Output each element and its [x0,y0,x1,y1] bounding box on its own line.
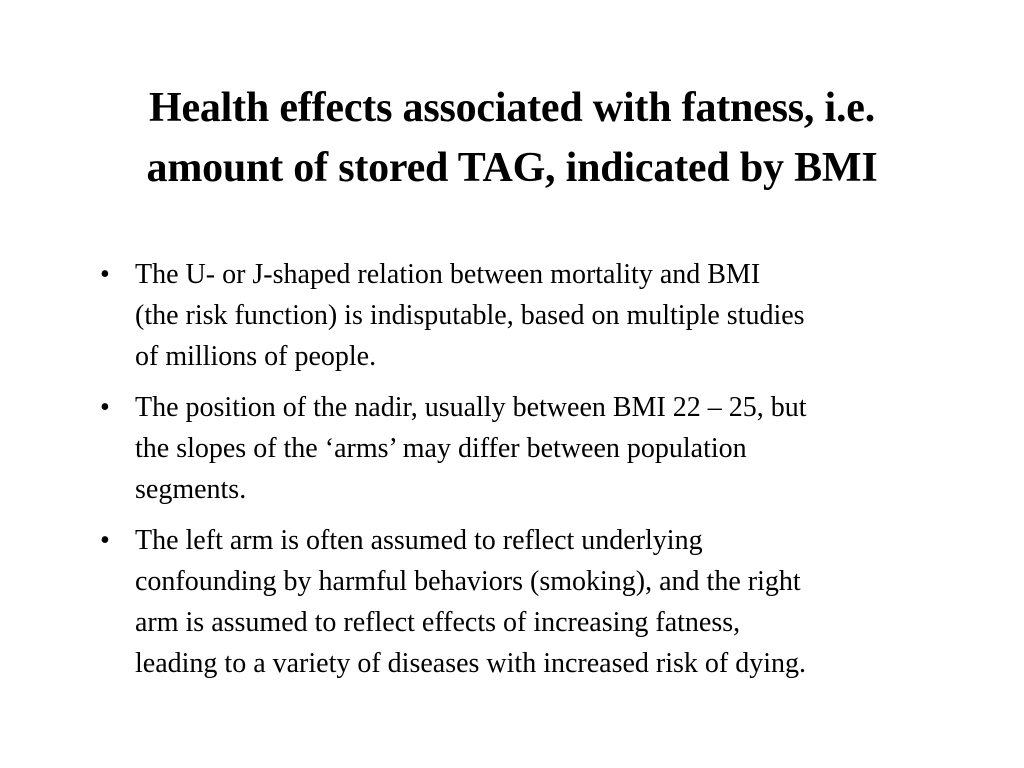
bullet-line: confounding by harmful behaviors (smoking), and the right [135,566,801,597]
bullet-line: arm is assumed to reflect effects of increasing fatness, [135,607,741,638]
title-line: Health effects associated with fatness, i.e. [148,85,876,131]
title-line: amount of stored TAG, indicated by BMI [146,145,878,191]
bullet-text [135,520,980,684]
bullet-item [100,387,980,510]
bullet-icon: • [100,259,110,290]
bullet-line: of millions of people. [135,341,377,372]
bullet-list [100,254,980,694]
bullet-item [100,520,980,684]
bullet-line: The position of the nadir, usually between BMI 22 – 25, but [135,392,807,423]
slide-title [40,78,984,198]
bullet-icon: • [100,525,110,556]
bullet-line: leading to a variety of diseases with increased risk of dying. [135,648,807,679]
bullet-icon: • [100,392,110,423]
bullet-text [135,254,980,377]
bullet-item [100,254,980,377]
bullet-line: The U- or J-shaped relation between mortality and BMI [135,259,761,290]
bullet-line: segments. [135,474,247,505]
bullet-line: (the risk function) is indisputable, based on multiple studies [135,300,805,331]
bullet-text [135,387,980,510]
bullet-line: the slopes of the ‘arms’ may differ between population [135,433,747,464]
bullet-line: The left arm is often assumed to reflect underlying [135,525,703,556]
